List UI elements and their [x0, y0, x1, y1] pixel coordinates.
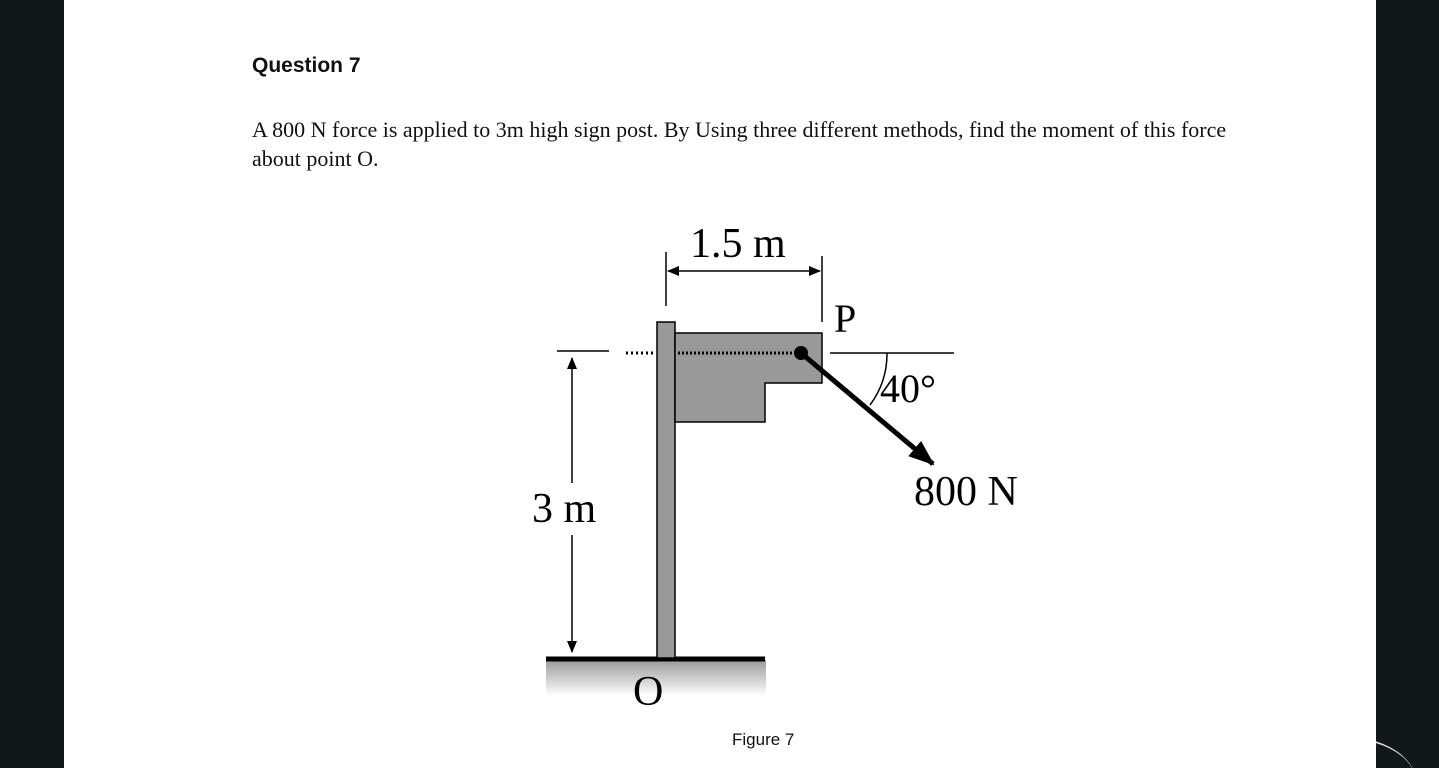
document-page: [64, 0, 1376, 768]
angle-label: 40°: [880, 366, 936, 411]
sign-post: [657, 322, 675, 658]
sign-post-figure: [64, 0, 1376, 768]
vertical-dimension-label: 3 m: [532, 486, 597, 532]
question-heading: Question 7: [252, 54, 361, 77]
force-label: 800 N: [914, 469, 1018, 515]
question-text: A 800 N force is applied to 3m high sign post. By Using three different methods, find the moment of this force about point O.: [252, 117, 1227, 171]
origin-label: O: [633, 669, 664, 715]
horizontal-dimension-label: 1.5 m: [690, 221, 786, 267]
figure-caption: Figure 7: [732, 730, 795, 749]
point-p-label: P: [834, 296, 857, 341]
